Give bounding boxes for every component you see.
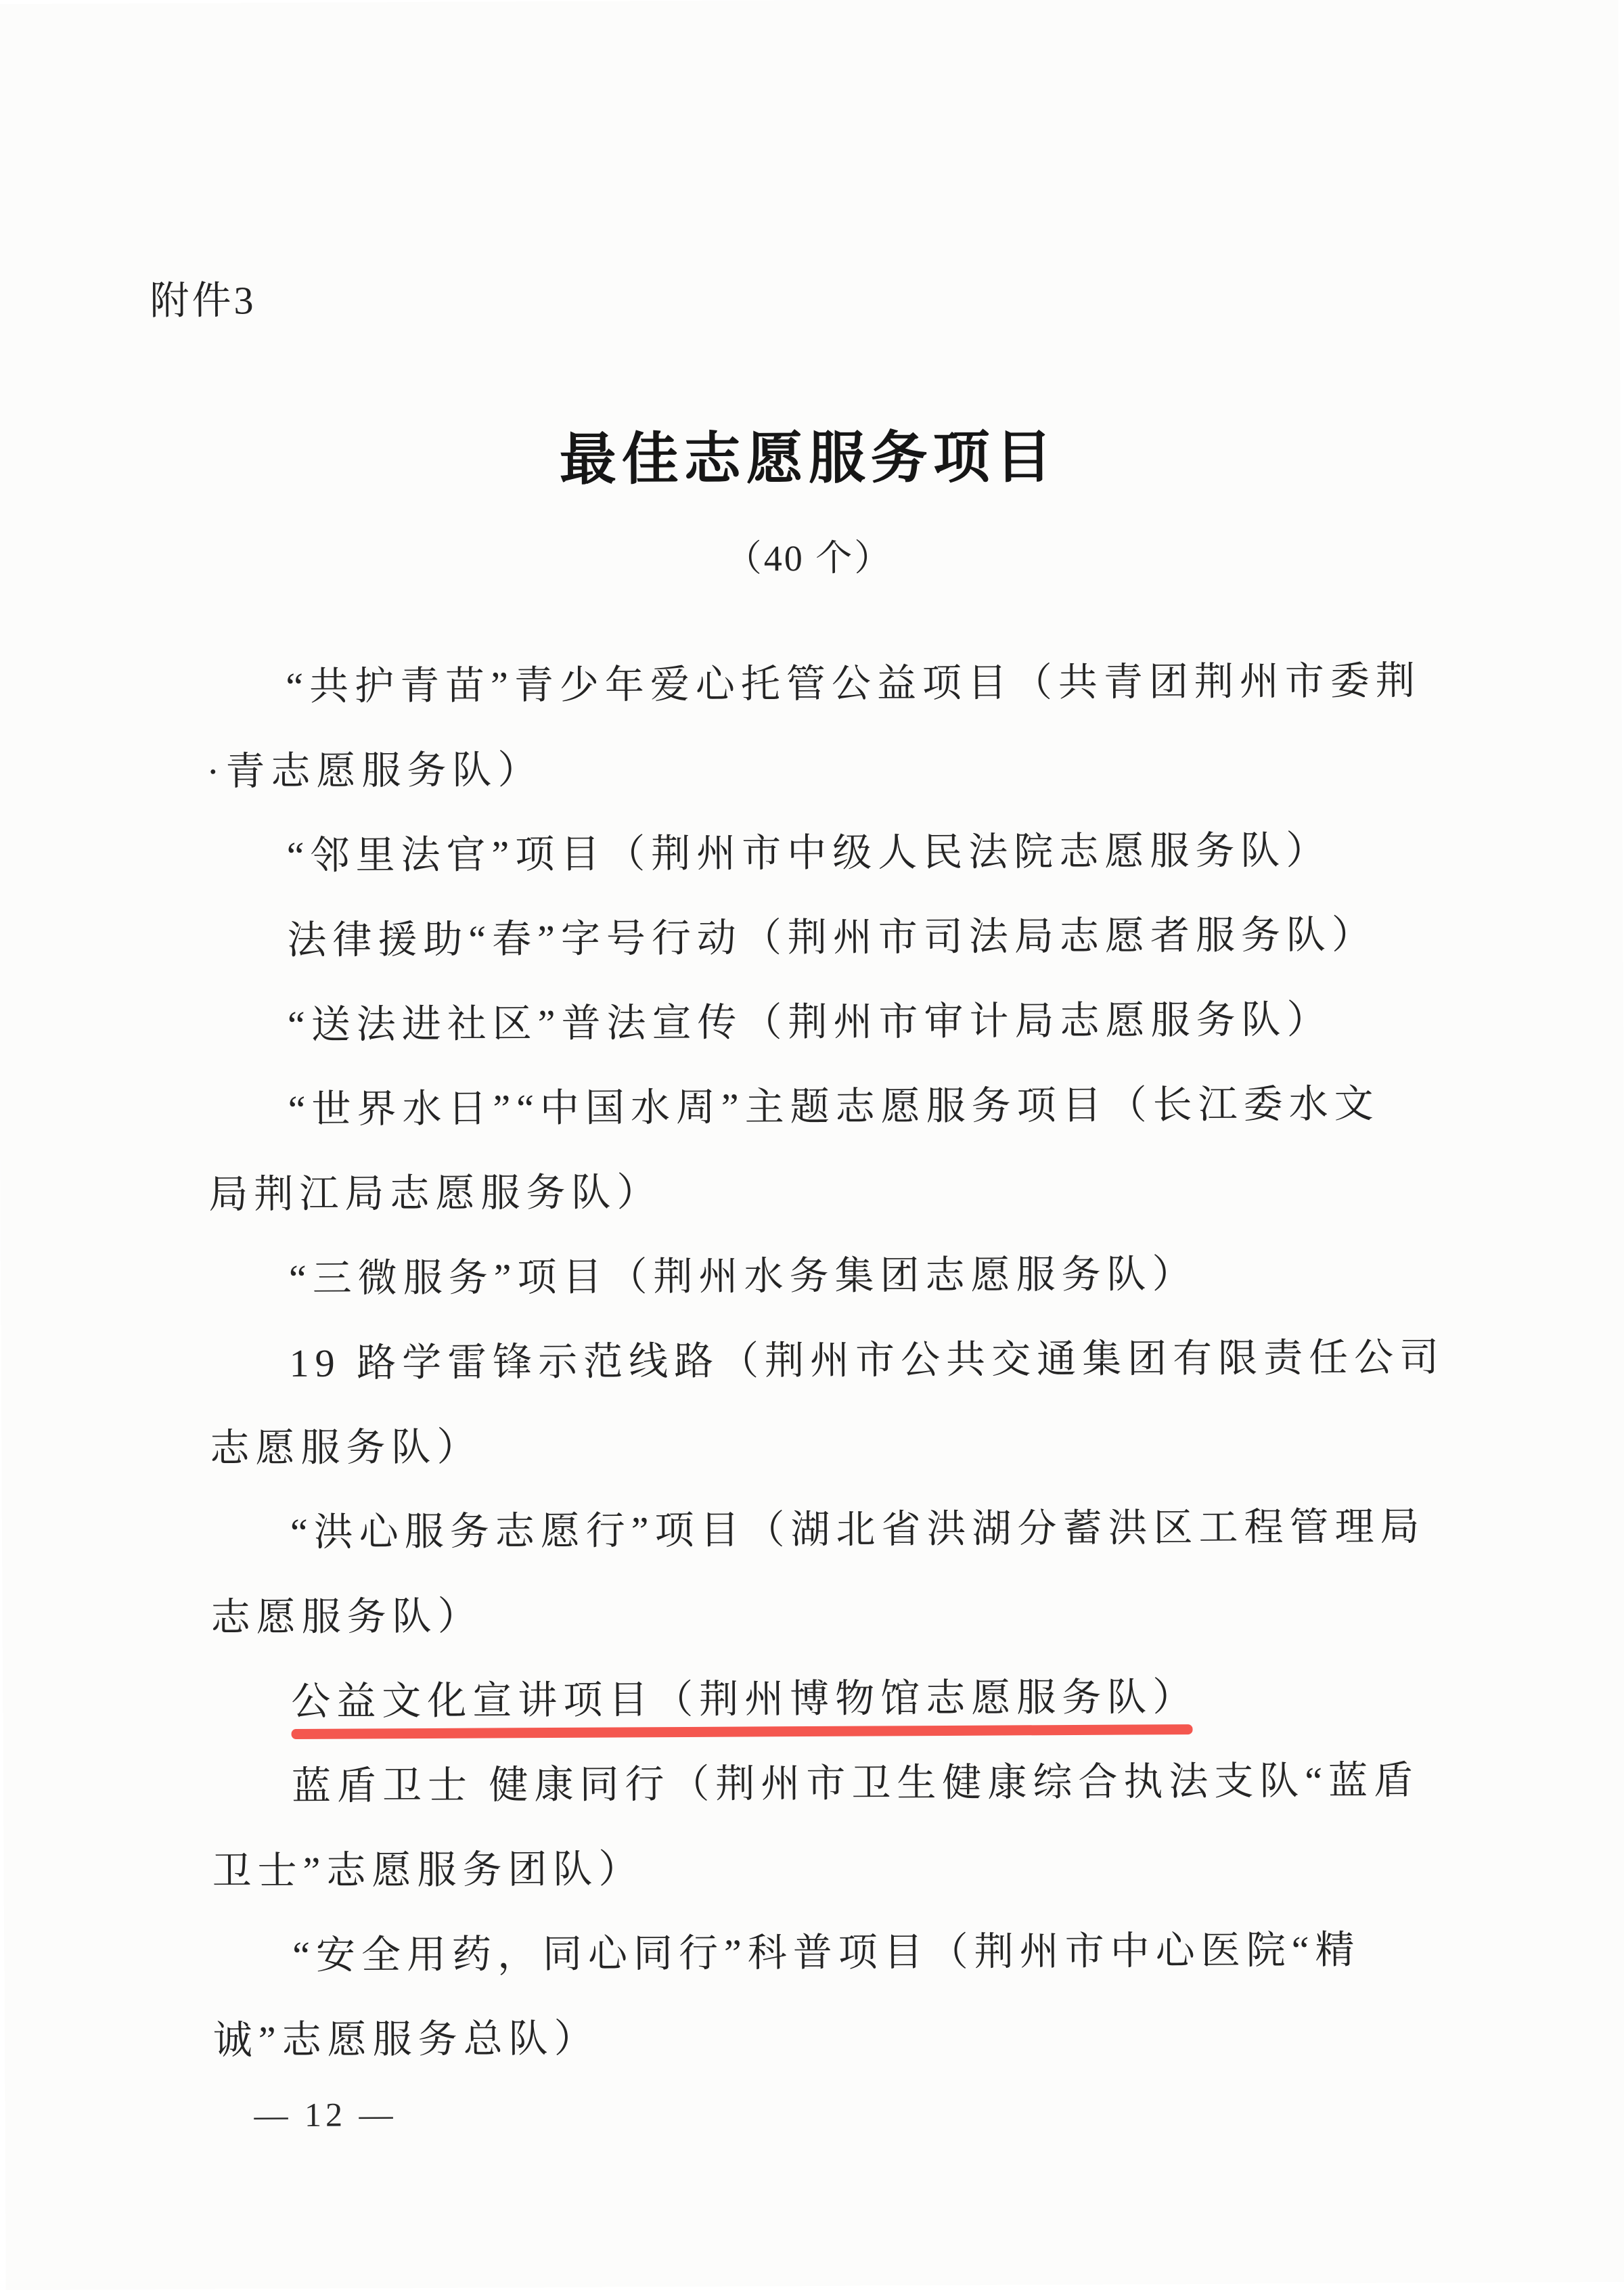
list-line: 局荆江局志愿服务队） [208,1170,662,1217]
list-line: “安全用药，同心同行”科普项目（荆州市中心医院“精 [292,1927,1361,1978]
list-line-highlighted: 公益文化宣讲项目（荆州博物馆志愿服务队） [291,1675,1198,1724]
list-line: 蓝盾卫士 健康同行（荆州市卫生健康综合执法支队“蓝盾 [291,1758,1420,1809]
list-line: “邻里法官”项目（荆州市中级人民法院志愿服务队） [286,828,1332,878]
list-line: “共护青苗”青少年爱心托管公益项目（共青团荆州市委荆 [286,658,1422,709]
item-count-note: （40 个） [725,537,893,579]
list-line: 志愿服务队） [210,1594,483,1640]
list-line: 卫士”志愿服务团队） [212,1847,644,1893]
list-line: “世界水日”“中国水周”主题志愿服务项目（长江委水文 [288,1081,1380,1132]
list-line: 19 路学雷锋示范线路（荆州市公共交通集团有限责任公司 [289,1335,1445,1386]
list-line: 法律援助“春”字号行动（荆州市司法局志愿者服务队） [287,912,1378,963]
project-list [206,638,1485,2083]
list-line: “三微服务”项目（荆州水务集团志愿服务队） [288,1252,1198,1301]
list-line: ·青志愿服务队） [206,748,543,794]
list-line: “送法进社区”普法宣传（荆州市审计局志愿服务队） [287,997,1332,1048]
page-number: — 12 — [254,2095,397,2134]
attachment-label: 附件3 [150,278,256,323]
list-line: 诚”志愿服务总队） [212,2016,600,2063]
page-title: 最佳志愿服务项目 [559,426,1058,492]
list-line: 志愿服务队） [210,1424,482,1470]
list-line: “洪心服务志愿行”项目（湖北省洪湖分蓄洪区工程管理局 [290,1504,1426,1555]
